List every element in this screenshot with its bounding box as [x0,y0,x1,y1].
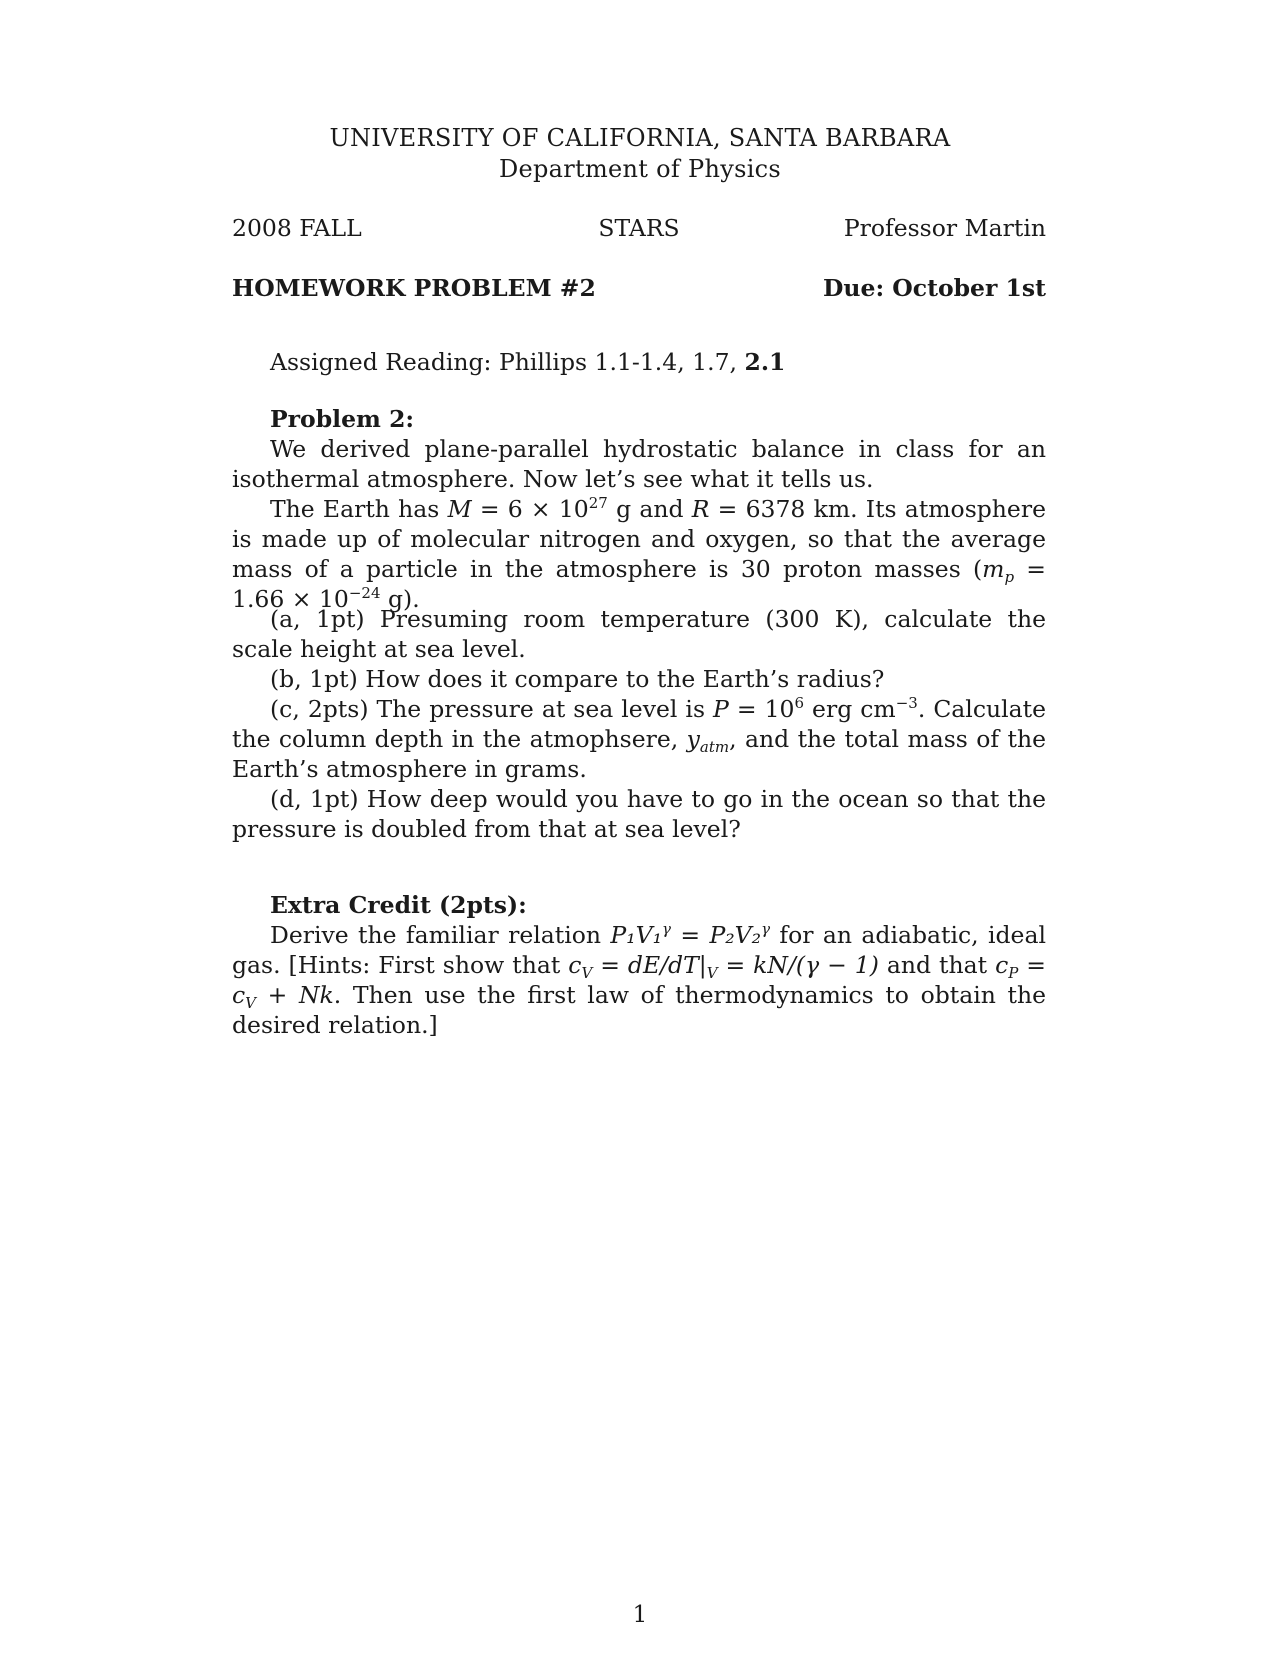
due-date: Due: October 1st [823,274,1046,302]
university-title: UNIVERSITY OF CALIFORNIA, SANTA BARBARA [329,124,951,152]
page-number: 1 [632,1602,648,1628]
part-c: (c, 2pts) The pressure at sea level is $P = 10^6$ erg $cm^{-3}$. Calculate the column depth in the atmophsere, $y_{atm}$, and the total mass of the Earth’s atmosphere in grams. [232,694,1046,783]
extra-credit-text: Derive the familiar relation P₁V₁$^\gamma$ = P₂V₂$^\gamma$ for an adiabatic, ideal gas. [Hints: First show that $c_V = dE/dT|_V = kN/(\gamma - 1)$ and that $c_P = c_V + Nk$. Then use the first law of thermodynamics to obtain the desired relation.] [232,920,1046,1039]
extra-credit-heading: Extra Credit (2pts): [270,891,527,919]
term-label: 2008 FALL [232,214,362,242]
reading-block [232,347,1046,377]
assigned-reading: Assigned Reading: Phillips 1.1-1.4, 1.7, 2.1 [270,348,786,376]
professor-label: Professor Martin [843,214,1046,242]
extra-credit-block [232,890,1046,1040]
part-b: (b, 1pt) How does it compare to the Earth’s radius? [270,665,885,693]
part-a: (a, 1pt) Presuming room temperature (300 K), calculate the scale height at sea level. [232,605,1046,663]
problem-parts [232,604,1046,844]
problem-earth-paragraph: The Earth has $M = 6 \times 10^{27}$ g and R = 6378 km. Its atmosphere is made up of molecular nitrogen and oxygen, so that the average mass of a particle in the atmosphere is 30 proton masses ($m_p = 1.66 \times 10^{-24}$ g). [232,494,1046,613]
part-d: (d, 1pt) How deep would you have to go in the ocean so that the pressure is doubled from that at sea level? [232,785,1046,843]
problem-heading: Problem 2: [270,405,415,433]
problem-intro: We derived plane-parallel hydrostatic balance in class for an isothermal atmosphere. Now let’s see what it tells us. [232,435,1046,493]
problem-block [232,404,1046,614]
assignment-title: HOMEWORK PROBLEM #2 [232,274,596,302]
department-title: Department of Physics [498,155,782,183]
course-label: STARS [598,214,680,242]
